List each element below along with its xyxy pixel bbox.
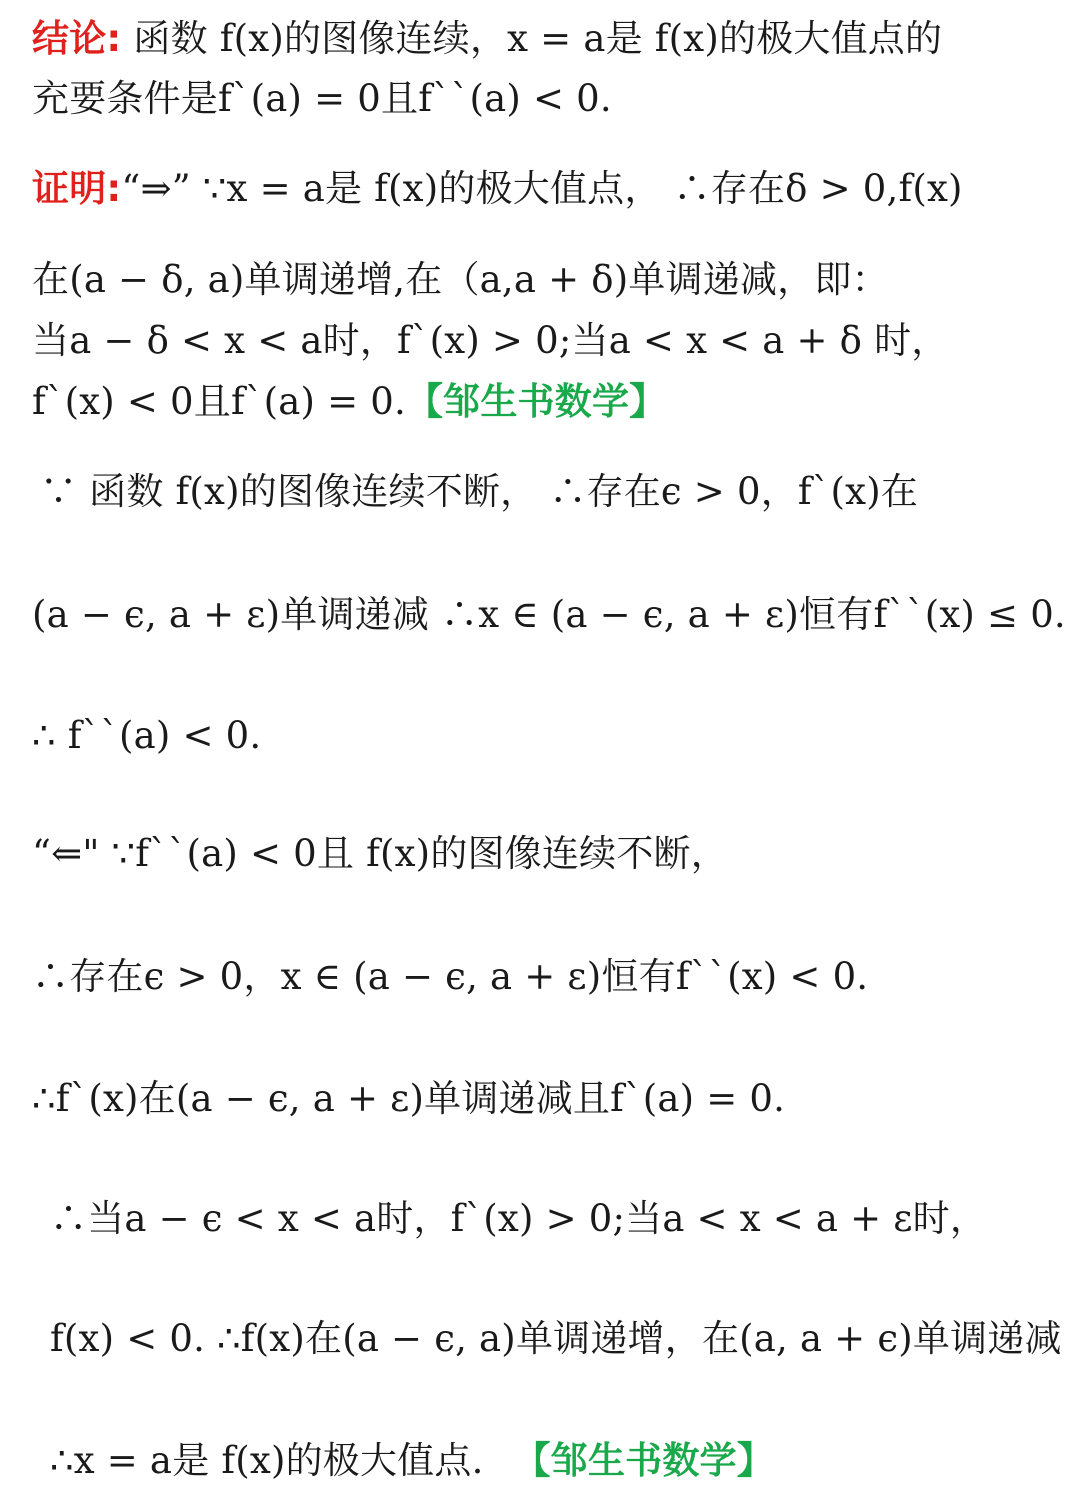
proof-text-4: f`(x) < 0且f`(a) = 0. bbox=[32, 380, 406, 423]
proof-line-7 bbox=[32, 714, 262, 757]
proof-line-5 bbox=[40, 470, 919, 513]
proof-text-9: ∴存在ϵ > 0，x ∈ (a − ϵ, a + ε)恒有f``(x) < 0. bbox=[32, 955, 869, 998]
proof-text-6: (a − ϵ, a + ε)单调递减 ∴x ∈ (a − ϵ, a + ε)恒有f``(x) ≤ 0. bbox=[32, 593, 1066, 636]
proof-line-10 bbox=[32, 1077, 786, 1120]
proof-line-8 bbox=[32, 832, 728, 875]
brand-label-1: 【邹生书数学】 bbox=[405, 380, 667, 423]
proof-text-13: ∴x = a是 f(x)的极大值点. bbox=[50, 1439, 484, 1482]
proof-line-9 bbox=[32, 955, 869, 998]
proof-text-10: ∴f`(x)在(a − ϵ, a + ε)单调递减且f`(a) = 0. bbox=[32, 1077, 786, 1120]
proof-text-1: “⇒” ∵x = a是 f(x)的极大值点， ∴存在δ > 0,f(x) bbox=[121, 167, 963, 210]
proof-line-11 bbox=[50, 1197, 988, 1240]
proof-line-6 bbox=[32, 593, 1066, 636]
proof-text-7: ∴ f``(a) < 0. bbox=[32, 714, 262, 757]
proof-text-8: “⇐" ∵f``(a) < 0且 f(x)的图像连续不断， bbox=[32, 832, 728, 875]
conclusion-label: 结论: bbox=[32, 17, 122, 60]
conclusion-line-2 bbox=[32, 77, 612, 120]
conclusion-text-1: 函数 f(x)的图像连续，x = a是 f(x)的极大值点的 bbox=[121, 17, 943, 60]
proof-text-11: ∴当a − ϵ < x < a时，f`(x) > 0;当a < x < a + ε时， bbox=[50, 1197, 988, 1240]
proof-line-3 bbox=[32, 319, 949, 362]
proof-text-12: f(x) < 0. ∴f(x)在(a − ϵ, a)单调递增，在(a, a + ϵ)单调递减 bbox=[50, 1317, 1062, 1360]
proof-line-1 bbox=[32, 167, 963, 210]
proof-text-2: 在(a − δ, a)单调递增,在（a,a + δ)单调递减，即： bbox=[32, 258, 889, 301]
proof-text-3: 当a − δ < x < a时，f`(x) > 0;当a < x < a + δ 时， bbox=[32, 319, 949, 362]
conclusion-line-1 bbox=[32, 17, 943, 60]
proof-line-12 bbox=[50, 1317, 1062, 1360]
proof-line-13 bbox=[50, 1439, 774, 1482]
proof-line-4 bbox=[32, 380, 667, 423]
conclusion-text-2: 充要条件是f`(a) = 0且f``(a) < 0. bbox=[32, 77, 612, 120]
brand-label-2: 【邹生书数学】 bbox=[513, 1439, 774, 1482]
proof-label: 证明: bbox=[32, 167, 122, 210]
proof-text-5: ∵ 函数 f(x)的图像连续不断， ∴存在ϵ > 0，f`(x)在 bbox=[40, 470, 919, 513]
proof-line-2 bbox=[32, 258, 889, 301]
